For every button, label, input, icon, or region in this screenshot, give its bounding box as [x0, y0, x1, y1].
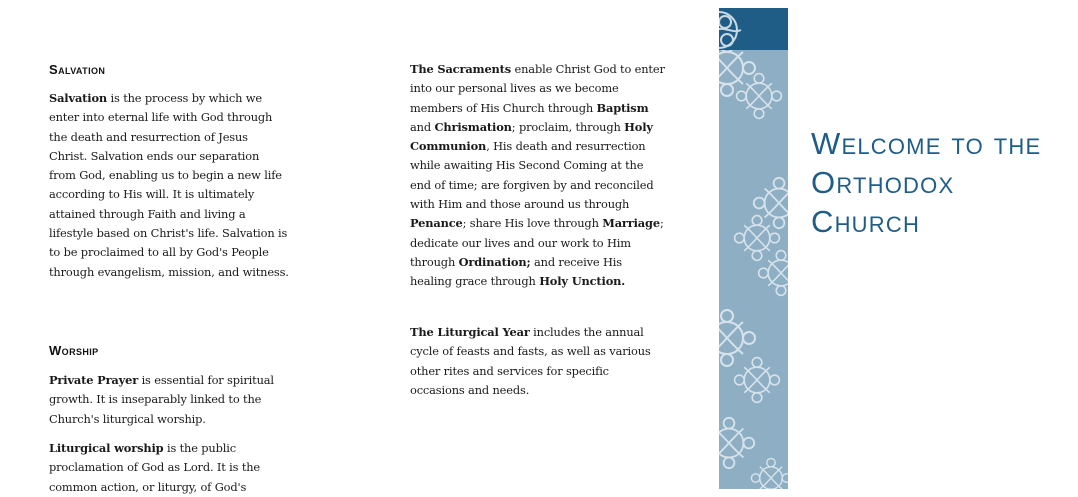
ordination-term: Ordination;	[458, 254, 531, 269]
marriage-term: Marriage	[602, 216, 660, 231]
sacraments-paragraph	[410, 60, 665, 292]
celtic-knot-pattern-icon	[719, 8, 788, 489]
sacraments-text: and receive His healing grace through	[410, 254, 622, 289]
liturgical-worship-paragraph	[49, 439, 289, 497]
sacraments-term: The Sacraments	[410, 62, 512, 76]
decorative-panel-header	[719, 8, 788, 50]
baptism-term: Baptism	[596, 100, 649, 115]
worship-heading: Worship	[49, 343, 99, 358]
private-prayer-paragraph	[49, 371, 289, 429]
decorative-knot-panel	[719, 8, 788, 489]
welcome-title: Welcome to the Orthodox Church	[811, 126, 1042, 239]
sacraments-text: enable Christ God to enter into our personal lives as we become members of His Church through	[410, 62, 665, 115]
liturgical-worship-text: is the public proclamation of God as Lord. It is the common action, or liturgy, of God's	[49, 441, 261, 494]
sacraments-text: and	[410, 119, 435, 134]
chrismation-term: Chrismation	[434, 119, 512, 134]
liturgical-year-term: The Liturgical Year	[410, 325, 530, 339]
salvation-text: is the process by which we enter into eternal life with God through the death and resurrection of Jesus Christ. Salvation ends our separation from God, enabling us to begin a new life according to His will. It is ultimately attained through Faith and living a lifestyle based on Christ's life. Salvation is to be proclaimed to all by God's People through evangelism, mission, and witness.	[49, 91, 289, 279]
liturgical-year-text: includes the annual cycle of feasts and fasts, as well as various other rites and services for specific occasions and needs.	[410, 325, 651, 397]
holy-communion-term: Holy Communion	[410, 119, 653, 154]
private-prayer-text: is essential for spiritual growth. It is inseparably linked to the Church's liturgical worship.	[49, 373, 274, 426]
celtic-knot-header-icon	[719, 8, 788, 50]
private-prayer-term: Private Prayer	[49, 373, 139, 387]
sacraments-text: ; dedicate our lives and our work to Him through	[410, 216, 664, 269]
salvation-term: Salvation	[49, 91, 108, 105]
liturgical-worship-term: Liturgical worship	[49, 441, 164, 455]
penance-term: Penance	[410, 216, 463, 231]
salvation-heading: Salvation	[49, 62, 106, 77]
sacraments-text: ; proclaim, through	[511, 119, 625, 134]
holy-unction-term: Holy Unction.	[539, 274, 626, 289]
sacraments-text: ; share His love through	[462, 216, 603, 231]
salvation-paragraph	[49, 89, 289, 282]
liturgical-year-paragraph	[410, 323, 665, 400]
sacraments-text: , His death and resurrection while awaiting His Second Coming at the end of time; are forgiven by and reconciled with Him and those around us through	[410, 139, 654, 212]
